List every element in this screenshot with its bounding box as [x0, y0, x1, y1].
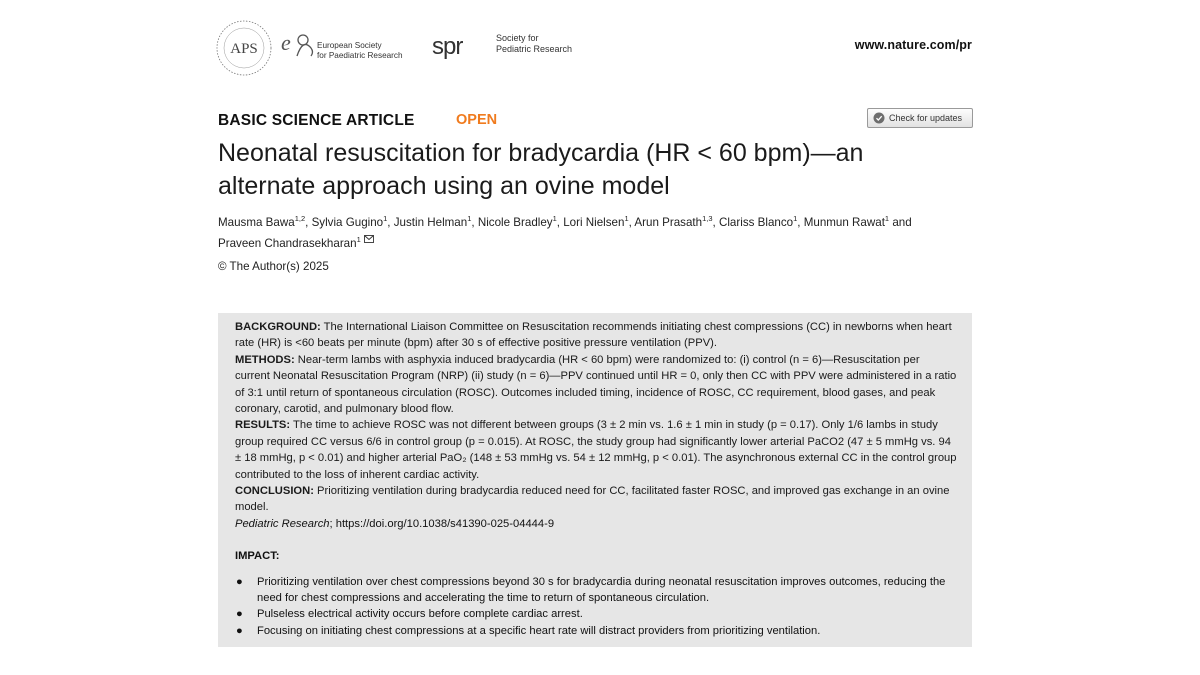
author-name: Praveen Chandrasekharan — [218, 237, 357, 250]
aps-logo-text: APS — [230, 41, 258, 57]
open-access-label: OPEN — [456, 112, 498, 128]
check-updates-label: Check for updates — [889, 113, 963, 123]
impact-item — [235, 623, 957, 639]
spr-logo — [432, 26, 582, 66]
abstract-results — [235, 417, 957, 483]
author-affiliation: 1,2 — [294, 214, 306, 223]
author-affiliation: 1 — [383, 214, 388, 223]
author-name: Arun Prasath — [634, 216, 703, 229]
aps-seal-logo — [214, 18, 274, 78]
abstract-text — [235, 319, 957, 516]
results-label: RESULTS: — [235, 419, 291, 432]
author-affiliation: 1 — [356, 235, 361, 244]
author[interactable] — [312, 216, 388, 229]
spr-mark: spr — [432, 33, 463, 60]
impact-item-text: Prioritizing ventilation over chest compressions beyond 30 s for bradycardia during neonatal resuscitation improves outcomes, reducing the need for chest compressions and accelerating the time to return of spontaneous circulation. — [257, 576, 946, 605]
article-type-label: BASIC SCIENCE ARTICLE — [218, 112, 415, 129]
author[interactable] — [478, 216, 557, 229]
conclusion-label: CONCLUSION: — [235, 485, 314, 498]
author[interactable] — [634, 216, 712, 229]
check-updates-icon — [873, 112, 885, 124]
background-label: BACKGROUND: — [235, 321, 321, 333]
author[interactable] — [563, 216, 628, 229]
author-affiliation: 1 — [552, 214, 557, 223]
impact-item-text: Pulseless electrical activity occurs before complete cardiac arrest. — [257, 608, 583, 621]
impact-item — [235, 606, 957, 622]
author-affiliation: 1 — [624, 214, 629, 223]
author-affiliation: 1,3 — [702, 214, 713, 223]
author-separator: , — [712, 216, 719, 229]
espr-line2: for Paediatric Research — [317, 51, 403, 60]
svg-text:e: e — [281, 30, 291, 55]
author-affiliation: 1 — [467, 214, 472, 223]
author-separator: , — [628, 216, 635, 229]
envelope-icon[interactable] — [364, 235, 374, 243]
abstract-box — [218, 313, 972, 647]
results-text: The time to achieve ROSC was not different between groups (3 ± 2 min vs. 1.6 ± 1 min in study (p = 0.17). Only 1/6 lambs in study group required CC versus 6/6 in control group (p = 0.015). At ROSC, the study group had significantly lower arterial PaCO2 (47 ± 5 mmHg vs. 94 ± 18 mmHg, p < 0.01) and higher arterial PaO₂ (148 ± 53 mmHg vs. 54 ± 12 mmHg, p < 0.01). The asynchronous external CC in the control group contributed to the loss of inherent cardiac activity. — [235, 419, 957, 481]
impact-item — [235, 574, 957, 606]
author-name: Justin Helman — [393, 216, 468, 229]
citation — [235, 518, 554, 530]
author-separator: , — [556, 216, 564, 229]
author[interactable] — [394, 216, 472, 229]
methods-label: METHODS: — [235, 353, 295, 366]
background-text: The International Liaison Committee on Resuscitation recommends initiating chest compressions (CC) in newborns when heart rate (HR) is <60 beats per minute (bpm) after 30 s of effective positive pressure ventilation (PPV). — [235, 321, 952, 350]
spr-line1: Society for — [496, 33, 539, 43]
article-title — [218, 137, 958, 203]
copyright-notice: © The Author(s) 2025 — [218, 260, 329, 273]
author-name: Mausma Bawa — [218, 216, 295, 229]
author-name: Nicole Bradley — [477, 216, 553, 229]
conclusion-text: Prioritizing ventilation during bradycardia reduced need for CC, facilitated faster ROSC, and improved gas exchange in an ovine model. — [235, 485, 950, 514]
author-separator: , — [387, 216, 394, 229]
author-separator: , — [305, 216, 312, 229]
abstract-conclusion — [235, 483, 957, 516]
author-affiliation: 1 — [884, 214, 890, 223]
author[interactable] — [719, 216, 797, 229]
author-list — [218, 210, 978, 252]
author-name: Clariss Blanco — [718, 216, 794, 229]
impact-list — [235, 574, 957, 639]
spr-line2: Pediatric Research — [496, 44, 573, 54]
bullet-icon: ● — [236, 624, 243, 637]
title-line-1: Neonatal resuscitation for bradycardia (HR < 60 bpm)—an — [218, 139, 864, 167]
author-separator: and — [889, 216, 912, 229]
abstract-background — [235, 319, 957, 352]
bullet-icon: ● — [236, 608, 243, 621]
impact-item-text: Focusing on initiating chest compressions at a specific heart rate will distract providers from prioritizing ventilation. — [257, 624, 821, 637]
check-for-updates-button[interactable] — [867, 108, 973, 128]
author[interactable] — [218, 216, 305, 229]
doi-link[interactable]: ; https://doi.org/10.1038/s41390-025-04444-9 — [329, 518, 555, 530]
author-name: Munmun Rawat — [803, 216, 885, 229]
espr-logo — [281, 26, 423, 66]
title-line-2: alternate approach using an ovine model — [218, 172, 670, 200]
journal-url[interactable]: www.nature.com/pr — [854, 38, 972, 52]
author-affiliation: 1 — [793, 214, 798, 223]
author-separator: , — [471, 216, 478, 229]
author[interactable] — [804, 216, 889, 229]
author-separator: , — [797, 216, 804, 229]
author-name: Sylvia Gugino — [311, 216, 384, 229]
bullet-icon: ● — [236, 576, 243, 588]
espr-line1: European Society — [317, 41, 382, 50]
author-name: Lori Nielsen — [563, 216, 625, 229]
impact-heading: IMPACT: — [235, 550, 280, 562]
methods-text: Near-term lambs with asphyxia induced bradycardia (HR < 60 bpm) were randomized to: (i) control (n = 6)—Resuscitation per current Neonatal Resuscitation Program (NRP) (ii) study (n = 6)—PPV continued until HR = 0, only then CC with PPV were administered in a ratio of 3:1 until return of spontaneous circulation (ROSC). Outcomes included timing, incidence of ROSC, CC requirement, blood gases, and peak coronary, carotid, and pulmonary blood flow. — [235, 353, 957, 416]
abstract-methods — [235, 352, 957, 418]
journal-name: Pediatric Research — [235, 518, 330, 530]
author[interactable] — [218, 237, 361, 250]
